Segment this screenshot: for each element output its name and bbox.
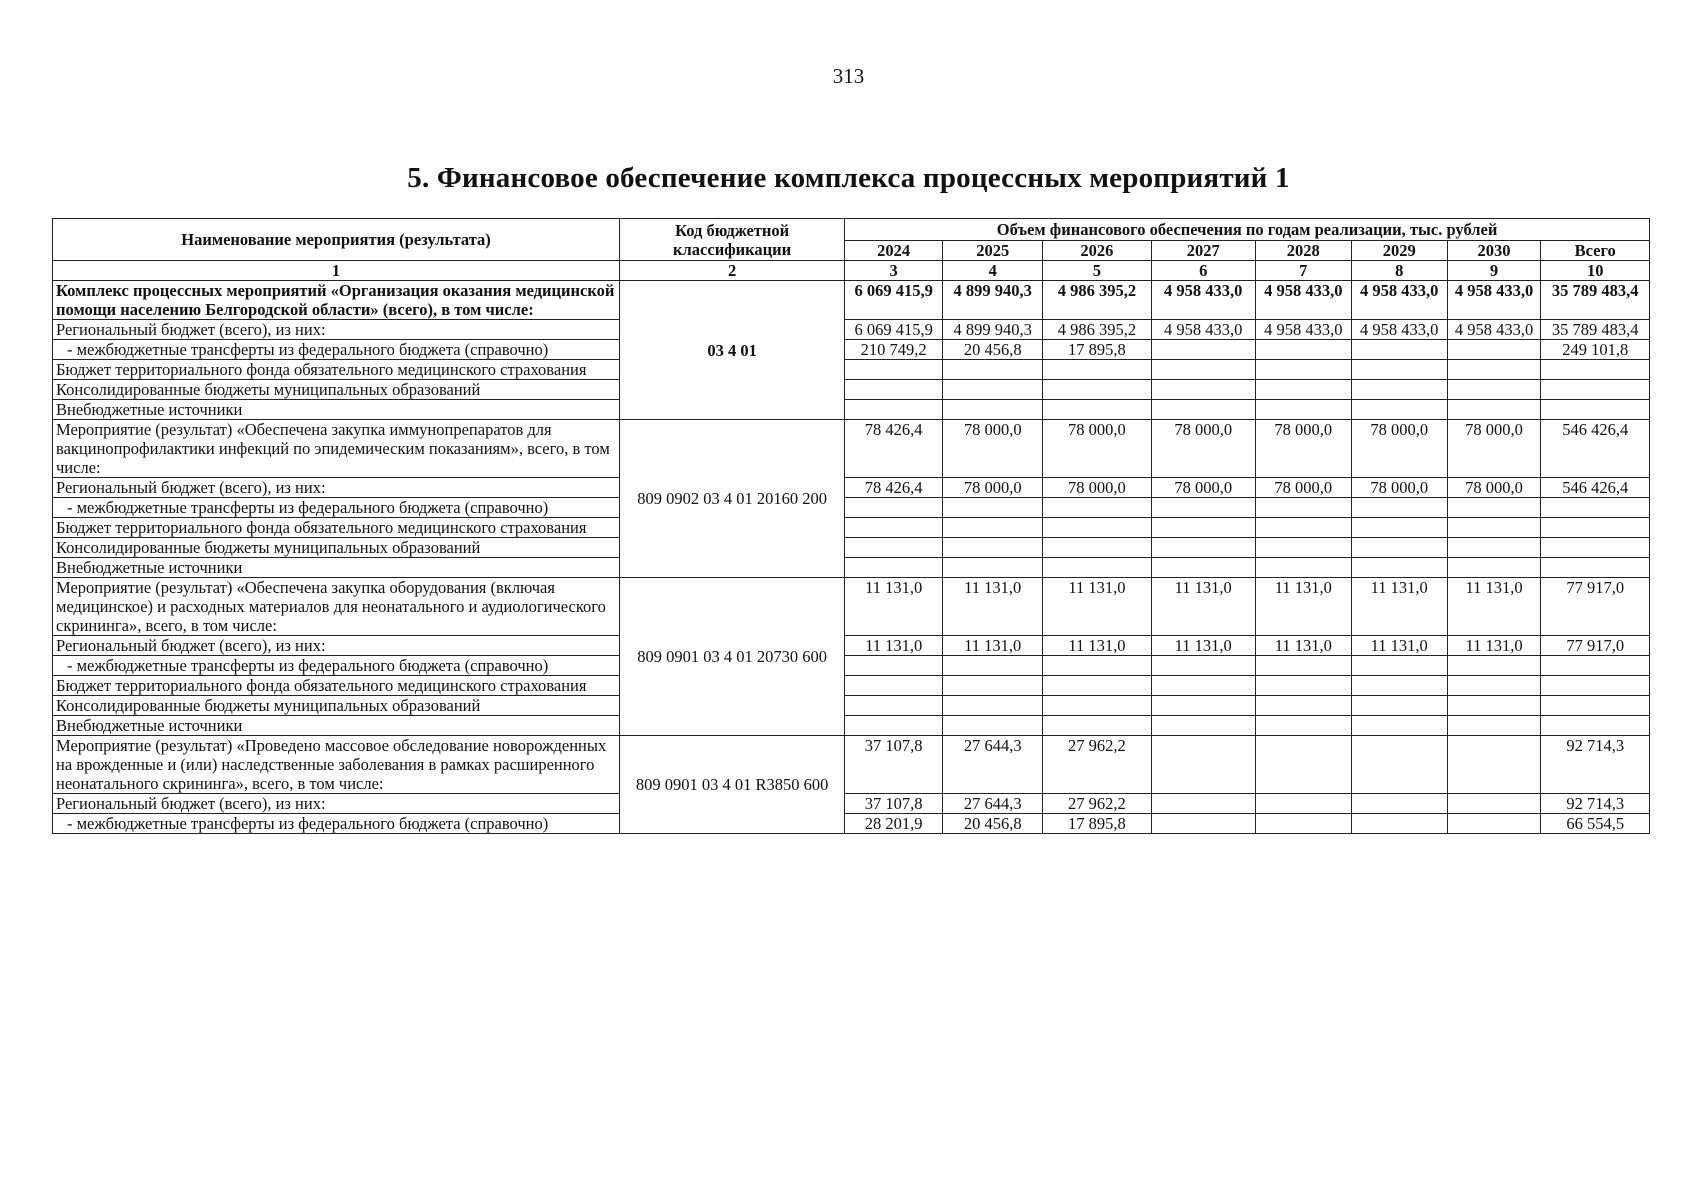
total-value-cell bbox=[1541, 518, 1650, 538]
year-value-cell bbox=[845, 380, 943, 400]
table-row bbox=[53, 716, 1650, 736]
year-value-cell bbox=[1447, 558, 1541, 578]
year-value-cell bbox=[1255, 676, 1351, 696]
year-value-cell: 78 000,0 bbox=[943, 420, 1043, 478]
year-value-cell: 4 958 433,0 bbox=[1447, 320, 1541, 340]
year-value-cell bbox=[1151, 538, 1255, 558]
year-value-cell: 78 000,0 bbox=[1447, 478, 1541, 498]
year-value-cell bbox=[943, 696, 1043, 716]
row-label: Консолидированные бюджеты муниципальных образований bbox=[53, 538, 620, 558]
year-value-cell bbox=[1351, 814, 1447, 834]
table-row bbox=[53, 794, 1650, 814]
page-number: 313 bbox=[832, 64, 865, 88]
year-value-cell: 11 131,0 bbox=[1351, 636, 1447, 656]
year-value-cell bbox=[1255, 696, 1351, 716]
year-value-cell: 78 000,0 bbox=[1447, 420, 1541, 478]
year-value-cell bbox=[1151, 656, 1255, 676]
row-label: Бюджет территориального фонда обязательного медицинского страхования bbox=[53, 360, 620, 380]
year-value-cell bbox=[1255, 736, 1351, 794]
total-value-cell bbox=[1541, 380, 1650, 400]
table-row bbox=[53, 420, 1650, 478]
column-number: 5 bbox=[1043, 261, 1151, 281]
total-value-cell: 35 789 483,4 bbox=[1541, 281, 1650, 320]
year-value-cell bbox=[1151, 676, 1255, 696]
year-value-cell bbox=[1351, 360, 1447, 380]
year-value-cell: 78 000,0 bbox=[1255, 478, 1351, 498]
header-code: Код бюджетной классификации bbox=[620, 219, 845, 261]
year-value-cell bbox=[943, 656, 1043, 676]
year-value-cell bbox=[943, 380, 1043, 400]
year-value-cell bbox=[845, 558, 943, 578]
header-year: 2028 bbox=[1255, 241, 1351, 261]
row-label: Внебюджетные источники bbox=[53, 400, 620, 420]
year-value-cell: 11 131,0 bbox=[1447, 636, 1541, 656]
year-value-cell: 27 644,3 bbox=[943, 794, 1043, 814]
column-number: 8 bbox=[1351, 261, 1447, 281]
year-value-cell bbox=[845, 538, 943, 558]
year-value-cell: 78 000,0 bbox=[1043, 420, 1151, 478]
year-value-cell bbox=[1255, 794, 1351, 814]
year-value-cell: 28 201,9 bbox=[845, 814, 943, 834]
year-value-cell bbox=[845, 498, 943, 518]
budget-code: 809 0901 03 4 01 20730 600 bbox=[620, 578, 845, 736]
total-value-cell: 546 426,4 bbox=[1541, 420, 1650, 478]
year-value-cell bbox=[1255, 498, 1351, 518]
year-value-cell: 78 426,4 bbox=[845, 478, 943, 498]
year-value-cell bbox=[1255, 716, 1351, 736]
year-value-cell: 11 131,0 bbox=[1151, 578, 1255, 636]
header-name: Наименование мероприятия (результата) bbox=[53, 219, 620, 261]
year-value-cell bbox=[1447, 696, 1541, 716]
year-value-cell bbox=[1351, 400, 1447, 420]
year-value-cell: 20 456,8 bbox=[943, 340, 1043, 360]
total-value-cell: 249 101,8 bbox=[1541, 340, 1650, 360]
year-value-cell: 4 986 395,2 bbox=[1043, 281, 1151, 320]
year-value-cell: 6 069 415,9 bbox=[845, 320, 943, 340]
table-row bbox=[53, 676, 1650, 696]
table-row bbox=[53, 380, 1650, 400]
year-value-cell bbox=[1043, 696, 1151, 716]
total-value-cell: 66 554,5 bbox=[1541, 814, 1650, 834]
year-value-cell bbox=[1043, 676, 1151, 696]
row-label: - межбюджетные трансферты из федерального бюджета (справочно) bbox=[53, 656, 620, 676]
year-value-cell: 4 958 433,0 bbox=[1151, 281, 1255, 320]
year-value-cell bbox=[943, 400, 1043, 420]
year-value-cell bbox=[1351, 498, 1447, 518]
year-value-cell: 78 000,0 bbox=[1151, 478, 1255, 498]
year-value-cell: 11 131,0 bbox=[1043, 636, 1151, 656]
year-value-cell bbox=[1447, 380, 1541, 400]
year-value-cell bbox=[943, 498, 1043, 518]
year-value-cell: 78 426,4 bbox=[845, 420, 943, 478]
budget-code: 809 0901 03 4 01 R3850 600 bbox=[620, 736, 845, 834]
table-row bbox=[53, 578, 1650, 636]
year-value-cell bbox=[1151, 518, 1255, 538]
year-value-cell bbox=[1351, 538, 1447, 558]
table-row bbox=[53, 696, 1650, 716]
row-label: Мероприятие (результат) «Обеспечена закупка оборудования (включая медицинское) и расходных материалов для неонатального и аудиологического скрининга», всего, в том числе: bbox=[53, 578, 620, 636]
year-value-cell bbox=[845, 676, 943, 696]
year-value-cell bbox=[1151, 696, 1255, 716]
year-value-cell bbox=[1447, 794, 1541, 814]
table-body bbox=[53, 281, 1650, 834]
year-value-cell bbox=[1043, 716, 1151, 736]
column-number: 7 bbox=[1255, 261, 1351, 281]
header-year: 2025 bbox=[943, 241, 1043, 261]
table-row bbox=[53, 340, 1650, 360]
year-value-cell: 4 958 433,0 bbox=[1447, 281, 1541, 320]
year-value-cell bbox=[1043, 380, 1151, 400]
column-number: 4 bbox=[943, 261, 1043, 281]
year-value-cell bbox=[1351, 518, 1447, 538]
row-label: - межбюджетные трансферты из федерального бюджета (справочно) bbox=[53, 498, 620, 518]
row-label: - межбюджетные трансферты из федерального бюджета (справочно) bbox=[53, 814, 620, 834]
year-value-cell: 11 131,0 bbox=[1043, 578, 1151, 636]
year-value-cell: 17 895,8 bbox=[1043, 814, 1151, 834]
row-label: Внебюджетные источники bbox=[53, 716, 620, 736]
year-value-cell bbox=[1351, 380, 1447, 400]
year-value-cell bbox=[1351, 558, 1447, 578]
row-label: Консолидированные бюджеты муниципальных образований bbox=[53, 696, 620, 716]
row-label: Комплекс процессных мероприятий «Организация оказания медицинской помощи населению Белгородской области» (всего), в том числе: bbox=[53, 281, 620, 320]
year-value-cell bbox=[845, 656, 943, 676]
year-value-cell bbox=[845, 518, 943, 538]
year-value-cell: 78 000,0 bbox=[1151, 420, 1255, 478]
row-label: Мероприятие (результат) «Обеспечена закупка иммунопрепаратов для вакцинопрофилактики инфекций по эпидемическим показаниям», всего, в том числе: bbox=[53, 420, 620, 478]
year-value-cell bbox=[1447, 656, 1541, 676]
column-number: 9 bbox=[1447, 261, 1541, 281]
total-value-cell bbox=[1541, 498, 1650, 518]
year-value-cell bbox=[1447, 400, 1541, 420]
year-value-cell bbox=[1255, 558, 1351, 578]
year-value-cell bbox=[1351, 340, 1447, 360]
total-value-cell: 77 917,0 bbox=[1541, 636, 1650, 656]
header-year: 2030 bbox=[1447, 241, 1541, 261]
year-value-cell: 78 000,0 bbox=[1043, 478, 1151, 498]
table-row bbox=[53, 498, 1650, 518]
year-value-cell: 27 644,3 bbox=[943, 736, 1043, 794]
total-value-cell: 546 426,4 bbox=[1541, 478, 1650, 498]
year-value-cell: 37 107,8 bbox=[845, 794, 943, 814]
year-value-cell: 20 456,8 bbox=[943, 814, 1043, 834]
row-label: Консолидированные бюджеты муниципальных образований bbox=[53, 380, 620, 400]
year-value-cell: 4 958 433,0 bbox=[1351, 281, 1447, 320]
year-value-cell bbox=[1351, 736, 1447, 794]
year-value-cell bbox=[1043, 360, 1151, 380]
year-value-cell: 78 000,0 bbox=[943, 478, 1043, 498]
row-label: Региональный бюджет (всего), из них: bbox=[53, 794, 620, 814]
year-value-cell bbox=[1447, 498, 1541, 518]
header-year: 2026 bbox=[1043, 241, 1151, 261]
row-label: Региональный бюджет (всего), из них: bbox=[53, 636, 620, 656]
year-value-cell bbox=[845, 696, 943, 716]
year-value-cell bbox=[1447, 676, 1541, 696]
table-row bbox=[53, 518, 1650, 538]
total-value-cell bbox=[1541, 400, 1650, 420]
year-value-cell bbox=[1151, 736, 1255, 794]
year-value-cell: 27 962,2 bbox=[1043, 794, 1151, 814]
row-label: Бюджет территориального фонда обязательного медицинского страхования bbox=[53, 518, 620, 538]
total-value-cell: 92 714,3 bbox=[1541, 736, 1650, 794]
total-value-cell: 35 789 483,4 bbox=[1541, 320, 1650, 340]
year-value-cell: 4 899 940,3 bbox=[943, 281, 1043, 320]
year-value-cell bbox=[845, 360, 943, 380]
year-value-cell: 4 958 433,0 bbox=[1255, 320, 1351, 340]
year-value-cell bbox=[1255, 400, 1351, 420]
table-row bbox=[53, 320, 1650, 340]
year-value-cell: 11 131,0 bbox=[845, 578, 943, 636]
header-volume: Объем финансового обеспечения по годам реализации, тыс. рублей bbox=[845, 219, 1650, 241]
year-value-cell: 27 962,2 bbox=[1043, 736, 1151, 794]
year-value-cell bbox=[943, 538, 1043, 558]
year-value-cell bbox=[943, 518, 1043, 538]
table-row bbox=[53, 281, 1650, 320]
year-value-cell: 11 131,0 bbox=[943, 578, 1043, 636]
financing-table bbox=[52, 218, 1650, 834]
year-value-cell: 11 131,0 bbox=[943, 636, 1043, 656]
year-value-cell bbox=[1043, 538, 1151, 558]
year-value-cell: 17 895,8 bbox=[1043, 340, 1151, 360]
year-value-cell bbox=[1151, 360, 1255, 380]
total-value-cell bbox=[1541, 656, 1650, 676]
row-label: Региональный бюджет (всего), из них: bbox=[53, 320, 620, 340]
year-value-cell bbox=[1151, 380, 1255, 400]
year-value-cell bbox=[1447, 716, 1541, 736]
year-value-cell bbox=[1447, 340, 1541, 360]
year-value-cell bbox=[1255, 518, 1351, 538]
column-number: 6 bbox=[1151, 261, 1255, 281]
year-value-cell: 78 000,0 bbox=[1351, 420, 1447, 478]
year-value-cell: 6 069 415,9 bbox=[845, 281, 943, 320]
year-value-cell bbox=[1151, 498, 1255, 518]
year-value-cell bbox=[1447, 814, 1541, 834]
year-value-cell bbox=[1447, 538, 1541, 558]
column-number: 1 bbox=[53, 261, 620, 281]
total-value-cell bbox=[1541, 558, 1650, 578]
year-value-cell: 4 958 433,0 bbox=[1351, 320, 1447, 340]
year-value-cell: 4 899 940,3 bbox=[943, 320, 1043, 340]
year-value-cell bbox=[943, 676, 1043, 696]
total-value-cell bbox=[1541, 676, 1650, 696]
year-value-cell bbox=[1255, 656, 1351, 676]
year-value-cell bbox=[1151, 400, 1255, 420]
year-value-cell: 210 749,2 bbox=[845, 340, 943, 360]
year-value-cell bbox=[1043, 400, 1151, 420]
document-title: 5. Финансовое обеспечение комплекса процессных мероприятий 1 bbox=[407, 162, 1290, 194]
row-label: Мероприятие (результат) «Проведено массовое обследование новорожденных на врожденные и (или) наследственные заболевания в рамках расширенного неонатального скрининга», всего, в том числе: bbox=[53, 736, 620, 794]
year-value-cell bbox=[1043, 656, 1151, 676]
year-value-cell bbox=[1351, 656, 1447, 676]
year-value-cell bbox=[943, 716, 1043, 736]
year-value-cell bbox=[1151, 558, 1255, 578]
table-row bbox=[53, 656, 1650, 676]
year-value-cell: 11 131,0 bbox=[1447, 578, 1541, 636]
column-number: 10 bbox=[1541, 261, 1650, 281]
table-row bbox=[53, 814, 1650, 834]
year-value-cell bbox=[1351, 794, 1447, 814]
year-value-cell bbox=[1151, 340, 1255, 360]
year-value-cell: 4 986 395,2 bbox=[1043, 320, 1151, 340]
year-value-cell: 4 958 433,0 bbox=[1151, 320, 1255, 340]
row-label: Региональный бюджет (всего), из них: bbox=[53, 478, 620, 498]
year-value-cell bbox=[1043, 498, 1151, 518]
year-value-cell bbox=[1043, 518, 1151, 538]
budget-code: 03 4 01 bbox=[620, 281, 845, 420]
year-value-cell bbox=[1151, 794, 1255, 814]
year-value-cell: 11 131,0 bbox=[1151, 636, 1255, 656]
table-row bbox=[53, 636, 1650, 656]
column-number: 2 bbox=[620, 261, 845, 281]
year-value-cell bbox=[1043, 558, 1151, 578]
year-value-cell bbox=[1351, 676, 1447, 696]
year-value-cell bbox=[1447, 736, 1541, 794]
total-value-cell bbox=[1541, 716, 1650, 736]
column-number: 3 bbox=[845, 261, 943, 281]
year-value-cell bbox=[845, 716, 943, 736]
year-value-cell: 11 131,0 bbox=[845, 636, 943, 656]
year-value-cell bbox=[943, 360, 1043, 380]
year-value-cell: 37 107,8 bbox=[845, 736, 943, 794]
year-value-cell: 4 958 433,0 bbox=[1255, 281, 1351, 320]
year-value-cell bbox=[1351, 696, 1447, 716]
table-row bbox=[53, 400, 1650, 420]
table-row bbox=[53, 360, 1650, 380]
year-value-cell: 78 000,0 bbox=[1351, 478, 1447, 498]
year-value-cell bbox=[943, 558, 1043, 578]
total-value-cell: 92 714,3 bbox=[1541, 794, 1650, 814]
table-row bbox=[53, 736, 1650, 794]
year-value-cell: 11 131,0 bbox=[1351, 578, 1447, 636]
year-value-cell bbox=[1151, 716, 1255, 736]
row-label: Бюджет территориального фонда обязательного медицинского страхования bbox=[53, 676, 620, 696]
header-total: Всего bbox=[1541, 241, 1650, 261]
year-value-cell: 78 000,0 bbox=[1255, 420, 1351, 478]
total-value-cell: 77 917,0 bbox=[1541, 578, 1650, 636]
header-year: 2029 bbox=[1351, 241, 1447, 261]
table-row bbox=[53, 478, 1650, 498]
year-value-cell bbox=[1447, 360, 1541, 380]
row-label: - межбюджетные трансферты из федерального бюджета (справочно) bbox=[53, 340, 620, 360]
header-year: 2027 bbox=[1151, 241, 1255, 261]
table-row bbox=[53, 558, 1650, 578]
row-label: Внебюджетные источники bbox=[53, 558, 620, 578]
year-value-cell bbox=[1255, 340, 1351, 360]
year-value-cell bbox=[1351, 716, 1447, 736]
year-value-cell bbox=[1255, 380, 1351, 400]
year-value-cell bbox=[1151, 814, 1255, 834]
year-value-cell bbox=[1255, 360, 1351, 380]
year-value-cell: 11 131,0 bbox=[1255, 578, 1351, 636]
year-value-cell: 11 131,0 bbox=[1255, 636, 1351, 656]
budget-code: 809 0902 03 4 01 20160 200 bbox=[620, 420, 845, 578]
total-value-cell bbox=[1541, 538, 1650, 558]
year-value-cell bbox=[1447, 518, 1541, 538]
year-value-cell bbox=[1255, 538, 1351, 558]
total-value-cell bbox=[1541, 360, 1650, 380]
total-value-cell bbox=[1541, 696, 1650, 716]
table-row bbox=[53, 538, 1650, 558]
year-value-cell bbox=[845, 400, 943, 420]
header-year: 2024 bbox=[845, 241, 943, 261]
year-value-cell bbox=[1255, 814, 1351, 834]
